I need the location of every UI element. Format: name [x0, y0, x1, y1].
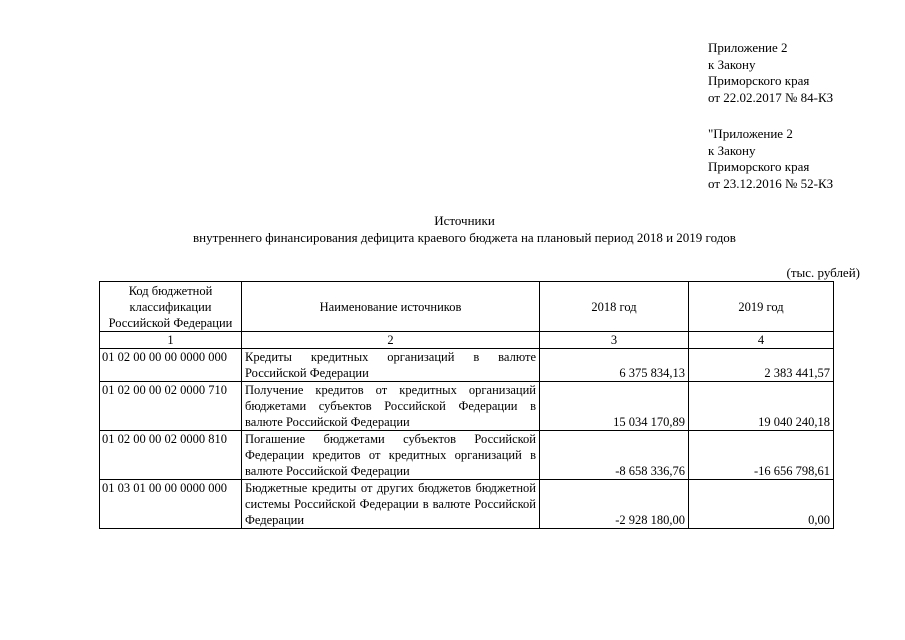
row-code: 01 02 00 00 02 0000 810 [100, 431, 242, 480]
row-name: Бюджетные кредиты от других бюджетов бюджетной системы Российской Федерации в валюте Российской Федерации [242, 480, 540, 529]
header-name: Наименование источников [242, 282, 540, 332]
row-value-2019: 0,00 [689, 480, 834, 529]
appendix-original-block [708, 126, 833, 192]
units-label: (тыс. рублей) [786, 265, 860, 280]
document-subtitle: внутреннего финансирования дефицита краевого бюджета на плановый период 2018 и 2019 годов [193, 230, 736, 245]
document-title: Источники [434, 213, 495, 228]
row-code: 01 03 01 00 00 0000 000 [100, 480, 242, 529]
index-cell: 1 [100, 332, 242, 349]
appendix-current-line4: от 22.02.2017 № 84-КЗ [708, 89, 834, 105]
header-2018: 2018 год [540, 282, 689, 332]
appendix-original-line2: к Закону [708, 142, 756, 158]
row-code: 01 02 00 00 00 0000 000 [100, 349, 242, 382]
row-value-2018: -2 928 180,00 [540, 480, 689, 529]
row-name: Кредиты кредитных организаций в валюте Российской Федерации [242, 349, 540, 382]
row-value-2019: -16 656 798,61 [689, 431, 834, 480]
appendix-current-line2: к Закону [708, 56, 756, 72]
row-value-2018: -8 658 336,76 [540, 431, 689, 480]
index-cell: 4 [689, 332, 834, 349]
table-row [100, 382, 834, 431]
appendix-current-block [708, 40, 833, 106]
financing-sources-table [99, 281, 834, 529]
row-value-2018: 6 375 834,13 [540, 349, 689, 382]
appendix-original-line4: от 23.12.2016 № 52-КЗ [708, 175, 834, 191]
row-value-2018: 15 034 170,89 [540, 382, 689, 431]
header-code: Код бюджетной классификации Российской Федерации [100, 282, 242, 332]
header-2019: 2019 год [689, 282, 834, 332]
appendix-original-line3: Приморского края [708, 159, 810, 174]
row-value-2019: 19 040 240,18 [689, 382, 834, 431]
appendix-current-line1: Приложение 2 [708, 40, 788, 55]
table-header-row [100, 282, 834, 332]
appendix-original-line1: "Приложение 2 [708, 126, 793, 141]
row-name: Погашение бюджетами субъектов Российской Федерации кредитов от кредитных организаций в валюте Российской Федерации [242, 431, 540, 480]
table-row [100, 480, 834, 529]
table-row [100, 431, 834, 480]
index-cell: 2 [242, 332, 540, 349]
appendix-current-line3: Приморского края [708, 73, 810, 88]
row-code: 01 02 00 00 02 0000 710 [100, 382, 242, 431]
row-name: Получение кредитов от кредитных организаций бюджетами субъектов Российской Федерации в валюте Российской Федерации [242, 382, 540, 431]
row-value-2019: 2 383 441,57 [689, 349, 834, 382]
table-row [100, 349, 834, 382]
index-cell: 3 [540, 332, 689, 349]
table-index-row [100, 332, 834, 349]
